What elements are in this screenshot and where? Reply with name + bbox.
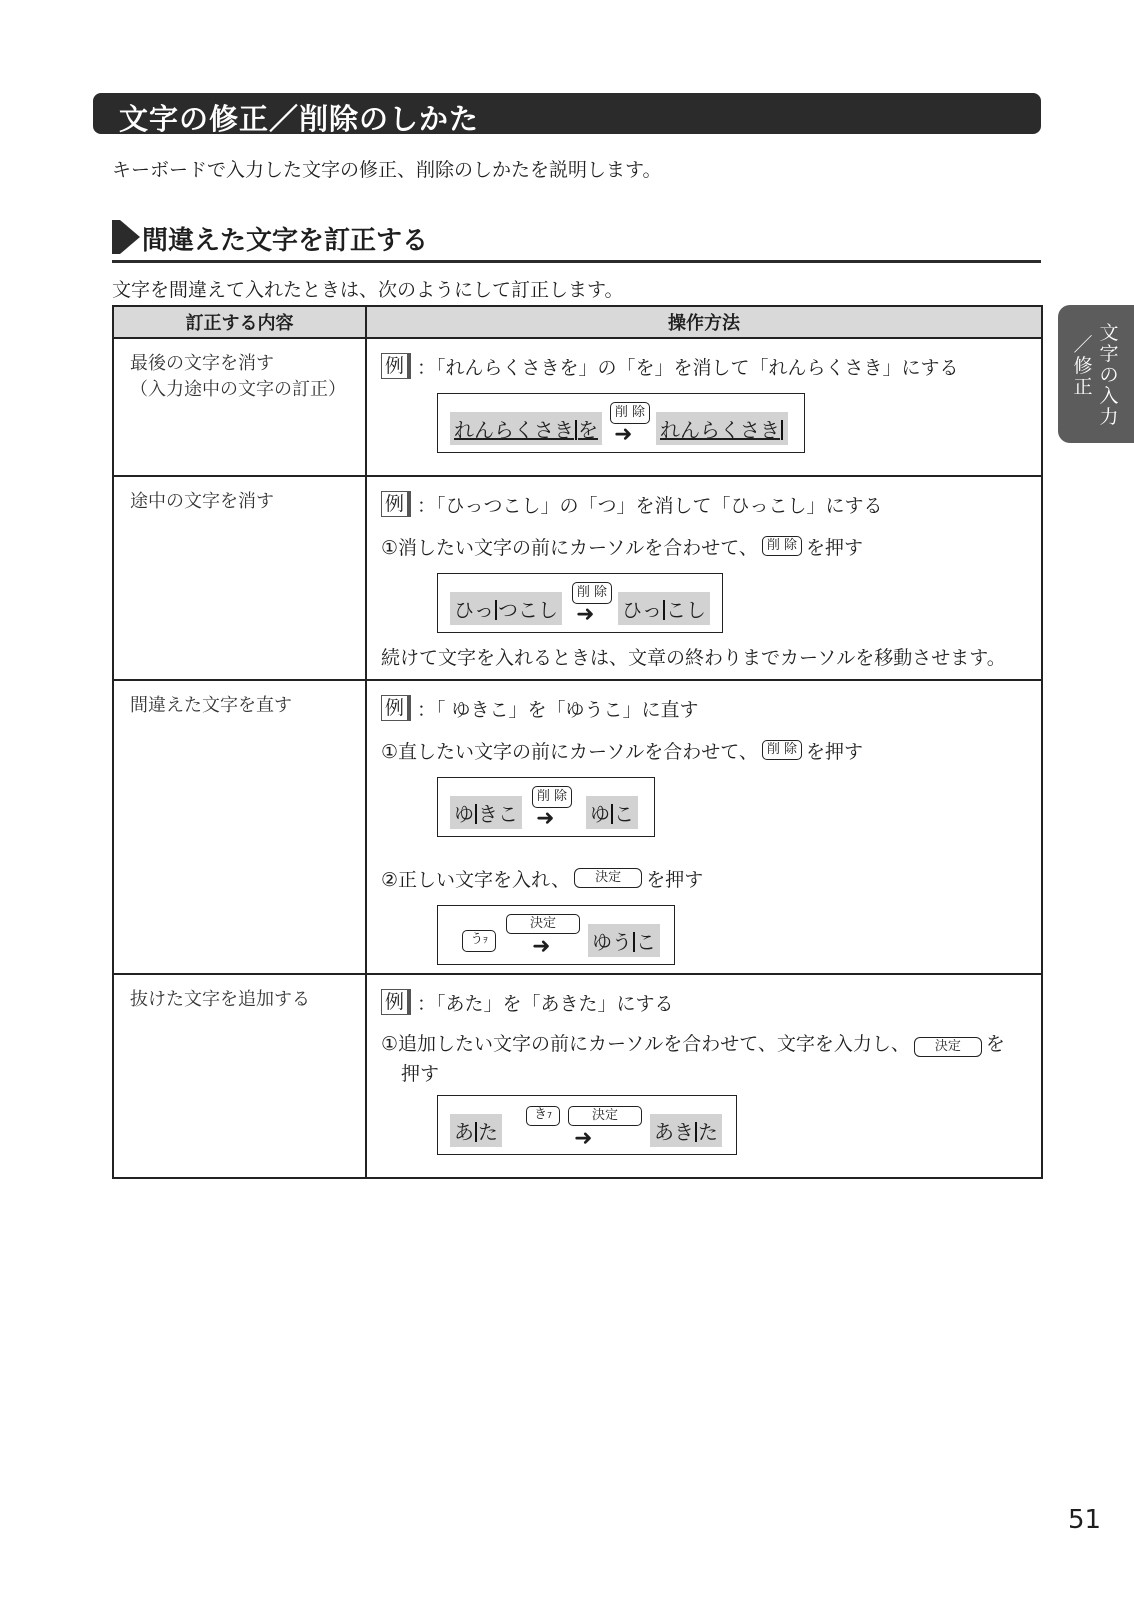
- after-text-a: れんらくさき: [660, 418, 780, 442]
- section-heading: [112, 220, 1041, 263]
- step-1: [381, 1029, 1041, 1089]
- key-sub: ｦ: [483, 936, 488, 946]
- row-content-label: 途中の文字を消す: [130, 491, 274, 512]
- arrow-right-icon: ➜: [532, 934, 551, 959]
- cursor: [663, 600, 665, 620]
- side-tab-col1: 文字の入力: [1099, 322, 1119, 428]
- step-text-cont: 押す: [401, 1063, 440, 1085]
- after-text-b: た: [698, 1120, 718, 1144]
- before-text-a: れんらくさき: [454, 418, 574, 442]
- step-text: ①直したい文字の前にカーソルを合わせて、: [381, 740, 758, 763]
- row-content-label: 最後の文字を消す: [130, 353, 274, 374]
- delete-key: 削 除: [572, 582, 612, 604]
- row-content-sublabel: （入力途中の文字の訂正）: [130, 379, 346, 400]
- after-text-b: こ: [636, 930, 656, 954]
- section-title: 間違えた文字を訂正する: [142, 226, 429, 256]
- arrow-right-icon: ➜: [536, 806, 555, 831]
- enter-key: 決定: [506, 914, 580, 934]
- step-text: ①追加したい文字の前にカーソルを合わせて、文字を入力し、: [381, 1033, 910, 1055]
- demo-box: [437, 905, 675, 965]
- delete-key: 削 除: [532, 786, 572, 808]
- row-content: [113, 974, 366, 1178]
- after-text-a: あき: [654, 1120, 694, 1144]
- after-text: [588, 924, 660, 957]
- enter-key: 決定: [568, 1106, 642, 1126]
- demo-box: [437, 1095, 737, 1155]
- before-text-a: ひっ: [454, 598, 494, 622]
- table-row: [113, 974, 1042, 1178]
- example-line: [381, 693, 1041, 723]
- arrow-right-icon: ➜: [576, 602, 595, 627]
- after-text-a: ひっ: [622, 598, 662, 622]
- step-text: ①消したい文字の前にカーソルを合わせて、: [381, 536, 758, 559]
- before-text: [450, 796, 522, 829]
- section-arrow-icon: [120, 220, 140, 254]
- table-row: [113, 476, 1042, 680]
- after-text: [586, 796, 638, 829]
- row-content-label: 間違えた文字を直す: [130, 695, 292, 716]
- table-header-row: [113, 306, 1042, 338]
- row-operation: [366, 680, 1042, 974]
- header-content: 訂正する内容: [113, 306, 366, 338]
- cursor: [781, 420, 783, 440]
- cursor: [475, 1122, 477, 1142]
- cursor: [611, 804, 613, 824]
- row-operation: [366, 476, 1042, 680]
- step-1: [381, 531, 1041, 561]
- after-text-a: ゆう: [592, 930, 632, 954]
- after-text: [656, 412, 788, 445]
- example-text: ：「あた」を「あきた」にする: [417, 992, 674, 1015]
- step-text: ②正しい文字を入れ、: [381, 868, 571, 891]
- step-text-end: を押す: [806, 740, 864, 763]
- row-content: [113, 338, 366, 476]
- row-content: [113, 680, 366, 974]
- before-text-b: た: [478, 1120, 498, 1144]
- arrow-right-icon: ➜: [614, 422, 633, 447]
- intro-text: キーボードで入力した文字の修正、削除のしかたを説明します。: [112, 159, 662, 181]
- before-text: [450, 592, 562, 625]
- delete-key: 削 除: [762, 740, 802, 760]
- before-text-b: つこし: [498, 598, 558, 622]
- delete-key: 削 除: [762, 536, 802, 556]
- step-text-end: を押す: [806, 536, 864, 559]
- side-tab-col2: ／修正: [1073, 334, 1093, 398]
- step-1: [381, 735, 1041, 765]
- chapter-side-tab: [1058, 305, 1134, 443]
- before-text: [450, 1114, 502, 1147]
- rei-label: 例: [381, 491, 411, 517]
- rei-label: 例: [381, 353, 411, 379]
- example-line: [381, 987, 1041, 1017]
- table-row: [113, 680, 1042, 974]
- row-operation: [366, 974, 1042, 1178]
- title-bar: [93, 93, 1041, 134]
- row-operation: [366, 338, 1042, 476]
- before-text-b: を: [578, 418, 598, 442]
- row-content-label: 抜けた文字を追加する: [130, 989, 310, 1010]
- example-text: ：「 ゆきこ」を「ゆうこ」に直す: [417, 698, 699, 721]
- step-text-end: を押す: [646, 868, 704, 891]
- key-main: う: [470, 932, 484, 947]
- cursor: [495, 600, 497, 620]
- correction-table: [112, 305, 1043, 1179]
- ki-key: [526, 1106, 560, 1126]
- enter-key: 決定: [914, 1037, 982, 1057]
- note-text: 続けて文字を入れるときは、文章の終わりまでカーソルを移動させます。: [381, 647, 1006, 669]
- example-text: ：「れんらくさきを」の「を」を消して「れんらくさき」にする: [417, 356, 959, 379]
- rei-label: 例: [381, 989, 411, 1015]
- arrow-right-icon: ➜: [574, 1126, 593, 1151]
- section-marker-bar: [112, 220, 120, 254]
- before-text-a: あ: [454, 1120, 474, 1144]
- key-sub: 7: [546, 1111, 553, 1120]
- page-number: 51: [1068, 1505, 1102, 1535]
- before-text-a: ゆ: [454, 802, 474, 826]
- before-text: [450, 412, 602, 445]
- table-row: [113, 338, 1042, 476]
- demo-box: [437, 777, 655, 837]
- demo-box: [437, 393, 805, 453]
- example-line: [381, 489, 1041, 519]
- after-text-b: こし: [666, 598, 706, 622]
- rei-label: 例: [381, 695, 411, 721]
- cursor: [695, 1122, 697, 1142]
- step-2: [381, 863, 1041, 893]
- after-text: [618, 592, 710, 625]
- delete-key: 削 除: [610, 402, 650, 424]
- cursor: [475, 804, 477, 824]
- enter-key: 決定: [574, 868, 642, 888]
- u-key: [462, 930, 496, 952]
- header-operation: 操作方法: [366, 306, 1042, 338]
- key-main: き: [533, 1107, 547, 1122]
- after-text-a: ゆ: [590, 802, 610, 826]
- example-text: ：「ひっつこし」の「つ」を消して「ひっこし」にする: [417, 494, 883, 517]
- step-text-end: を: [985, 1033, 1005, 1055]
- demo-box: [437, 573, 723, 633]
- row-content: [113, 476, 366, 680]
- cursor: [575, 420, 577, 440]
- page-title: 文字の修正／削除のしかた: [119, 102, 480, 136]
- cursor: [633, 932, 635, 952]
- after-text: [650, 1114, 722, 1147]
- section-intro: 文字を間違えて入れたときは、次のようにして訂正します。: [112, 279, 624, 301]
- before-text-b: きこ: [478, 802, 518, 826]
- after-text-b: こ: [614, 802, 634, 826]
- example-line: [381, 351, 1041, 381]
